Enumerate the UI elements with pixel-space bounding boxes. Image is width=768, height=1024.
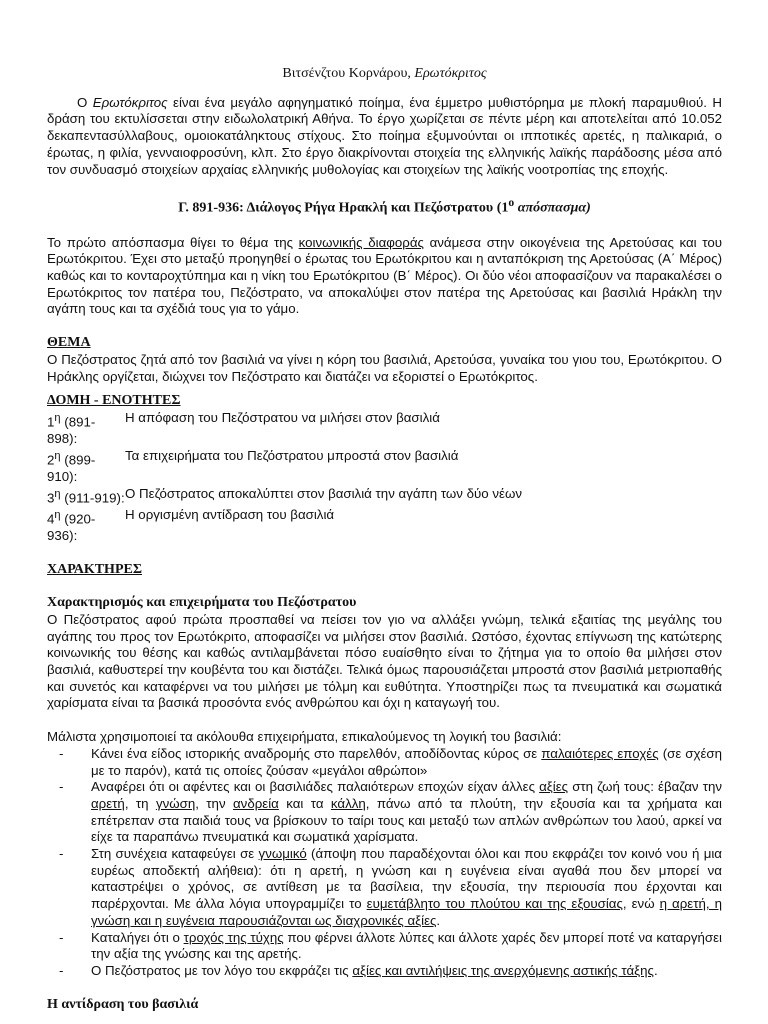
structure-row	[47, 410, 722, 448]
intro-work: Ερωτόκριτος	[92, 94, 168, 110]
characters-paragraph: Ο Πεζόστρατος αφού πρώτα προσπαθεί να πείσει τον γιο να αλλάξει γνώμη, τελικά εξαιτίας της μεγάλης του αγάπης του προς τον Ερωτόκριτο, αποφασίζει να μιλήσει στον βασιλιά. Ωστόσο, έχοντας επίγνωση της κατώτερης κοινωνικής του θέσης και καθώς αντιλαμβάνεται πόσο ευαίσθητο είναι το ζήτημα για το οποίο θα μιλήσει στον βασιλιά, καθυστερεί την κουβέντα του και διστάζει. Τελικά όμως παρουσιάζεται μπροστά στον βασιλιά μετριοπαθής και συνετός και καταφέρνει να του μιλήσει με τόλμη και ευθύτητα. Υποστηρίζει πως τα πνευματικά και σωματικά χαρίσματα είναι τα βασικά προσόντα ενός ανθρώπου και όχι η καταγωγή του.	[47, 611, 722, 711]
characters-heading: ΧΑΡΑΚΤΗΡΕΣ	[47, 561, 142, 577]
structure-text: Η απόφαση του Πεζόστρατου να μιλήσει στον βασιλιά	[125, 409, 440, 425]
intro-paragraph	[47, 95, 722, 179]
theme-heading: ΘΕΜΑ	[47, 335, 91, 351]
list-item: - Στη συνέχεια καταφεύγει σε γνωμικό (άποψη που παραδέχονται όλοι και που εκφράζει τον κοινό νου ή μια ευρέως αποδεκτή αλήθεια): ότι η αρετή, η γνώση και η ευγένεια είναι αγαθά που δεν μπορεί να καταστρέψει ο χρόνος, σε αντίθεση με τα βασίλεια, την εξουσία, την περιουσία που έρχονται και παρέρχονται. Με άλλα λόγια υπογραμμίζει το ευμετάβλητο του πλούτου και της εξουσίας, ενώ η αρετή, η γνώση και η ευγένεια παρουσιάζονται ως διαχρονικές αξίες.	[91, 846, 722, 930]
structure-range: $4^\eta$ (920-936):	[47, 508, 96, 543]
list-item: - Ο Πεζόστρατος με τον λόγο του εκφράζει τις αξίες και αντιλήψεις της ανερχόμενης αστικής τάξης.	[91, 963, 722, 980]
structure-range: $3^\eta$ (911-919):	[47, 487, 125, 505]
structure-row	[47, 486, 722, 507]
context-text-2: ανάμεσα στην οικογένεια της Αρετούσας και του Ερωτόκριτου. Έχει στο μεταξύ προηγηθεί ο έρωτας του Ερωτόκριτου και η ανταπόκριση της Αρετούσας (Α΄ Μέρος) καθώς και το κονταροχτύπημα και η νίκη του Ερωτόκριτου (Β΄ Μέρος). Οι δύο νέοι αποφασίζουν να παρακαλέσει ο Ερωτόκριτος τον πατέρα του, Πεζόστρατο, να αποκαλύψει στον πατέρα της Αρετούσας και βασιλιά Ηράκλη την αγάπη τους και τα σχέδιά τους για το γάμο.	[47, 234, 722, 317]
intro-text: είναι ένα μεγάλο αφηγηματικό ποίημα, ένα έμμετρο μυθιστόρημα με πλοκή παραμυθιού. Η δράση του εκτυλίσσεται στην ειδωλολατρική Αθήνα. Το έργο χωρίζεται σε πέντε μέρη και αποτελείται από 10.052 δεκαπεντασύλλαβους, ομοιοκατάληκτους στίχους. Στο ποίημα εξυμνούνται οι ιπποτικές αρετές, η παλικαριά, ο έρωτας, η φιλία, γενναιοφροσύνη, κλπ. Στο έργο διακρίνονται στοιχεία της ελληνικής λαϊκής παράδοσης μέσα από τον συνδυασμό στοιχείων αρχαίας ελληνικής μυθολογίας και στοιχείων της λαϊκής νοοτροπίας της εποχής.	[47, 94, 722, 177]
structure-text: Ο Πεζόστρατος αποκαλύπτει στον βασιλιά την αγάπη των δύο νέων	[125, 485, 522, 501]
structure-row	[47, 448, 722, 486]
intro-lead: Ο	[77, 94, 93, 110]
subtitle-end: απόσπασμα)	[514, 200, 591, 216]
subtitle-main: Γ. 891-936: Διάλογος Ρήγα Ηρακλή και Πεζόστρατου (1	[178, 200, 509, 216]
structure-row	[47, 507, 722, 545]
theme-paragraph: Ο Πεζόστρατος ζητά από τον βασιλιά να γίνει η κόρη του βασιλιά, Αρετούσα, γυναίκα του γιου του, Ερωτόκριτου. Ο Ηράκλης οργίζεται, διώχνει τον Πεζόστρατο και διατάζει να εξοριστεί ο Ερωτόκριτος.	[47, 351, 722, 384]
document-title	[47, 66, 722, 83]
title-work: Ερωτόκριτος	[414, 66, 487, 81]
arguments-intro: Μάλιστα χρησιμοποιεί τα ακόλουθα επιχειρήματα, επικαλούμενος τη λογική του βασιλιά:	[47, 729, 562, 745]
structure-list	[47, 410, 722, 545]
context-text-1: Το πρώτο απόσπασμα θίγει το θέμα της	[47, 234, 299, 250]
structure-range: $1^\eta$ (891-898):	[47, 411, 96, 447]
list-item: - Καταλήγει ότι ο τροχός της τύχης που φέρνει άλλοτε λύπες και άλλοτε χαρές δεν μπορεί ποτέ να καταργήσει την αξία της γνώσης και της αρετής.	[91, 930, 722, 963]
structure-text: Η οργισμένη αντίδραση του βασιλιά	[125, 506, 335, 522]
passage-subtitle	[47, 195, 722, 217]
title-author: Βιτσένζτου Κορνάρου,	[282, 66, 415, 81]
characters-subheading: Χαρακτηρισμός και επιχειρήματα του Πεζόστρατου	[47, 595, 357, 611]
context-underline: κοινωνικής διαφοράς	[298, 234, 424, 250]
structure-text: Τα επιχειρήματα του Πεζόστρατου μπροστά στον βασιλιά	[125, 447, 459, 463]
arguments-list	[47, 746, 722, 980]
structure-heading: ΔΟΜΗ - ΕΝΟΤΗΤΕΣ	[47, 393, 181, 409]
subtitle-sup: ο	[508, 196, 515, 210]
structure-range: $2^\eta$ (899-910):	[47, 449, 96, 484]
context-paragraph	[47, 235, 722, 319]
list-item: - Αναφέρει ότι οι αφέντες και οι βασιλιάδες παλαιότερων εποχών είχαν άλλες αξίες στη ζωή τους: έβαζαν την αρετή, τη γνώση, την ανδρεία και τα κάλλη, πάνω από τα πλούτη, την εξουσία και τα χρήματα και επέτρεπαν στα παιδιά τους να βρίσκουν το ταίρι τους και μεταξύ των απλών ανθρώπων του λαού, αρκεί να είχε τα παραπάνω πνευματικά και σωματικά χαρίσματα.	[91, 779, 722, 846]
reaction-heading: Η αντίδραση του βασιλιά	[47, 996, 199, 1012]
list-item: - Κάνει ένα είδος ιστορικής αναδρομής στο παρελθόν, αποδίδοντας κύρος σε παλαιότερες εποχές (σε σχέση με το παρόν), κατά τις οποίες ζούσαν «μεγάλοι αθρώποι»	[91, 746, 722, 779]
